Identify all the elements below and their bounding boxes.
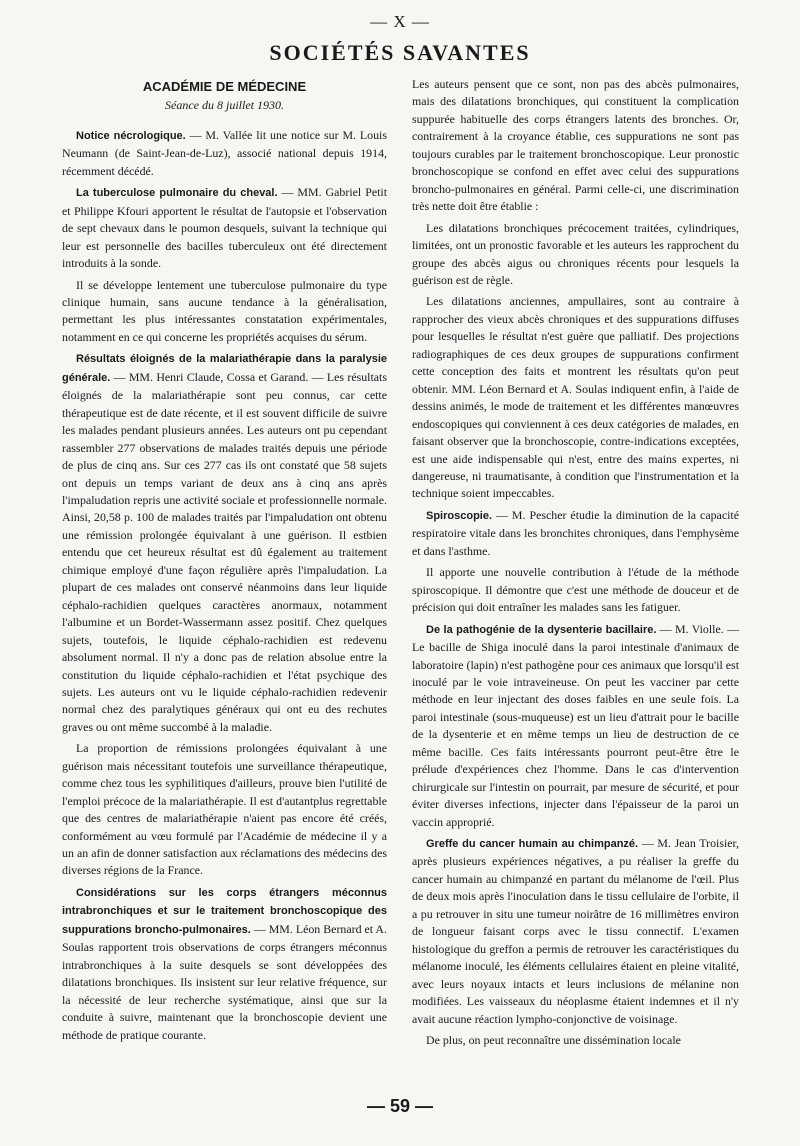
paragraph: Les dilatations bronchiques précocement traitées, cylindriques, limitées, ont un pronostic favorable et les auteurs les rapprochent du groupe des abcès aigus ou chroniques récents pour lesquels la guérison est de règle.	[412, 220, 739, 287]
left-column	[62, 76, 387, 1044]
paragraph: Il se développe lentement une tuberculose pulmonaire du type clinique humain, sans aucune tendance à la généralisation, permettant les plus intéressantes constatation expérimentales, notamment en ce qui concerne les propriétés acquises du sérum.	[62, 277, 387, 344]
session-date: Séance du 8 juillet 1930.	[165, 98, 284, 113]
article-corps-etrangers	[62, 884, 387, 1044]
article-greffe-cancer	[412, 835, 739, 1028]
article-heading: La tuberculose pulmonaire du cheval.	[76, 187, 278, 200]
article-tuberculose	[62, 184, 387, 272]
article-heading: Considérations sur les corps étrangers méconnus intrabronchiques et sur le traitement bronchoscopique des suppurations broncho-pulmonaires.	[62, 886, 387, 936]
paragraph: De plus, on peut reconnaître une dissémination locale	[426, 1033, 681, 1048]
article-body: — MM. Henri Claude, Cossa et Garand. — Les résultats éloignés de la malariathérapie sont peu connus, car cette thérapeutique est de date récente, et il est souvent difficile de suivre les malades pendant plusieurs années. Les auteurs ont pu cependant rassembler 277 observations de malades traités depuis une période de plus de cinq ans. Sur ces 277 cas ils ont constaté que 58 sujets ont depuis un temps variant de deux ans à cinq ans après l'impaludation repris une activité sociale et professionnelle normale. Ainsi, 20,58 p. 100 de malades traités par l'impaludation ont obtenu une rémission prolongée équivalant à une guérison. Il estbien entendu que cet heureux résultat est dû également au traitement chimique employé d'une façon régulière après l'impaludation. La plupart de ces malades ont conservé néanmoins dans leur liquide céphalo-rachidien quelques caractères anormaux, notamment l'albumine et un Bordet-Wassermann assez positif. Chez quelques sujets, toutefois, le liquide céphalo-rachidien est redevenu absolument normal. Il n'y a donc pas de relation absolue entre la constitution du liquide céphalo-rachidien et l'état psychique des sujets. Les auteurs ont vu le liquide céphalo-rachidien redevenir normal chez des paralytiques généraux qui ont eu des rechutes graves ou ont même succombé à la maladie.	[62, 369, 387, 734]
article-body: — M. Violle. — Le bacille de Shiga inoculé dans la paroi intestinale d'animaux de laboratoire (lapin) n'est pathogène pour ces animaux que lorsqu'il est inoculé par le voie intraveineuse. On peut les vacciner par cette méthode en leur injectant des doses faibles en une seule fois. La paroi intestinale (sous-muqueuse) est un lieu d'attrait pour le bacille de la dysenterie et en même temps un lieu de destruction de ce même bacille. Ces faits intéressants pourront peut-être être le prélude d'expériences chez l'homme. Dans le cas d'intervention chirurgicale sur l'intestin on pourrait, par mesure de sécurité, et pour éviter diverses infections, injecter dans l'épaisseur de la paroi un vaccin approprié.	[412, 621, 739, 829]
article-dysenterie	[412, 621, 739, 831]
article-body: — M. Pescher étudie la diminution de la capacité respiratoire vitale dans les bronchites chroniques, dans l'emphysème et dans l'asthme.	[412, 507, 739, 558]
article-heading: Notice nécrologique.	[76, 129, 186, 142]
article-body: — M. Jean Troisier, après plusieurs expériences négatives, a pu réaliser la greffe du cancer humain au chimpanzé en partant du mélanome de l'œil. Plus de deux mois après l'inoculation dans le tissu cellulaire de l'orbite, il a pu retrouver in situ une tumeur noirâtre de 16 millimètres environ de longueur faisant corps avec le tissu connectif. L'examen histologique du greffon a permis de retrouver les caractéristiques du mélanome inoculé, les éléments cellulaires étaient en pleine vitalité, avec leurs noyaux intacts et leurs inclusions de mélanine non modifiées. Les vaisseaux du néoplasme étaient indemnes et il n'y avait aucune réaction lympho-conjonctive de voisinage.	[412, 836, 739, 1026]
paragraph: Les auteurs pensent que ce sont, non pas des abcès pulmonaires, mais des dilatations bronchiques, qui constituent la complication suppurée habituelle des corps étrangers latents des bronches. Or, contrairement à la croyance établie, ces suppurations ne sont pas toujours curables par le traitement bronchoscopique. Leur pronostic bronchoscopique se confond en effet avec celui des suppurations broncho-pulmonaires en général. Parmi celle-ci, une discrimination très nette doit être établie :	[412, 77, 739, 214]
article-heading: Spiroscopie.	[426, 509, 493, 522]
article-malariatherapie	[62, 350, 387, 736]
page-number: — 59 —	[366, 1096, 434, 1116]
paragraph: Les dilatations anciennes, ampullaires, sont au contraire à rapprocher des vieux abcès chroniques et des suppurations diffuses pour lesquelles le résultat n'est guère que palliatif. Des projections radiographiques de ces deux groupes de suppurations confirment cette conception des faits et montrent les résultats qu'on peut obtenir. MM. Léon Bernard et A. Soulas indiquent enfin, à l'aide de dessins animés, le mode de traitement et les différentes manœuvres endoscopiques qui conviennent à ces deux catégories de malades, en faisant observer que la bronchoscopie, contre-indications exceptées, est une aide indispensable qui n'est, entre des mains expertes, ni dangereuse, ni traumatisante, à condition que l'instrumentation et la technique soient impeccables.	[412, 294, 739, 501]
article-heading: Résultats éloignés de la malariathérapie dans la paralysie générale.	[62, 353, 387, 384]
article-heading: De la pathogénie de la dysenterie bacillaire.	[426, 623, 657, 636]
page-roman-numeral: — X —	[370, 12, 430, 31]
article-notice	[62, 127, 387, 180]
academy-heading: ACADÉMIE DE MÉDECINE	[142, 79, 307, 94]
article-body: — MM. Léon Bernard et A. Soulas rapportent trois observations de corps étrangers méconnus intrabronchiques à la suite desquels se sont développées des dilatations bronchiques. Ils insistent sur leur relative fréquence, sur la nécessité de leur recherche systématique, ainsi que sur la conduite à suivre, maintenant que la bronchoscopie devient une méthode de pratique courante.	[62, 921, 387, 1042]
article-heading: Greffe du cancer humain au chimpanzé.	[426, 838, 639, 851]
article-body: — MM. Gabriel Petit et Philippe Kfouri apportent le résultat de l'autopsie et l'observation de sept chevaux dans le poumon desquels, suivant la technique qui leur est personnelle des bacilles tuberculeux ont été directement introduits à la sonde.	[62, 185, 388, 271]
right-column	[412, 76, 739, 1049]
article-body: — M. Vallée lit une notice sur M. Louis Neumann (de Saint-Jean-de-Luz), associé national depuis 1914, récemment décédé.	[62, 127, 387, 178]
paragraph: Il apporte une nouvelle contribution à l'étude de la méthode spiroscopique. Il démontre que c'est une méthode de douceur et de précision qui doit entraîner les malades sans les fatiguer.	[412, 565, 739, 615]
paragraph: La proportion de rémissions prolongées équivalant à une guérison mais nécessitant toutefois une surveillance thérapeutique, comme chez tous les syphilitiques d'ailleurs, prouve bien l'utilité de l'emploi précoce de la malariathérapie. Il est d'autantplus regrettable que des centres de malariathérapie n'aient pas encore été créés, conformément au vœu formulé par l'Académie de médecine il y a un an afin de donner satisfaction aux réclamations des médecins des diverses régions de la France.	[62, 741, 387, 878]
section-title: SOCIÉTÉS SAVANTES	[269, 40, 531, 65]
article-spiroscopie	[412, 507, 739, 560]
